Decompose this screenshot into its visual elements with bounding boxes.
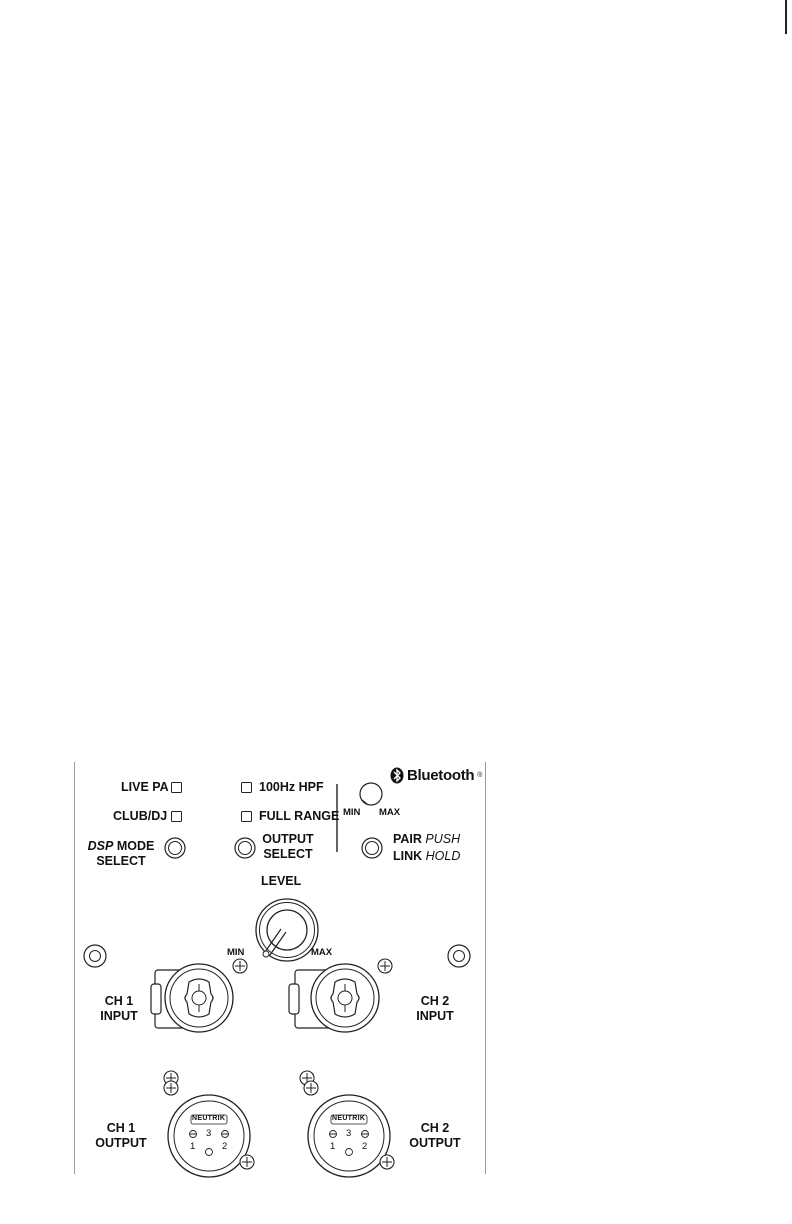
mounting-hole-left (84, 945, 106, 967)
ch1-neutrik-mark: NEUTRIK (192, 1115, 226, 1122)
link-hold-label (393, 849, 460, 864)
level-max-label: MAX (311, 947, 333, 958)
bluetooth-registered-mark: ® (477, 772, 483, 779)
ch1-output-label (89, 1121, 153, 1151)
ch1-pin-2: 2 (222, 1141, 228, 1152)
ch1-input-line1: CH 1 (104, 994, 134, 1008)
level-knob[interactable] (256, 899, 318, 961)
link-label: LINK (393, 849, 423, 863)
ch2-input-line1: CH 2 (420, 994, 450, 1008)
bluetooth-wordmark: Bluetooth (407, 767, 475, 784)
ch1-input-screw-top (233, 959, 247, 973)
bluetooth-volume-min-label: MIN (343, 807, 361, 818)
ch1-input-label (89, 994, 149, 1024)
ch1-pin-3: 3 (206, 1128, 212, 1139)
ch1-output-screw-top (164, 1081, 178, 1095)
ch2-input-line2: INPUT (416, 1009, 454, 1023)
output-select-line1: OUTPUT (262, 832, 314, 846)
ch1-pin-1: 1 (190, 1141, 196, 1152)
dsp-live-pa-led (171, 782, 182, 793)
pair-push-label (393, 832, 460, 847)
bluetooth-volume-max-label: MAX (379, 807, 401, 818)
output-select-button[interactable] (235, 838, 255, 858)
dsp-label-select: SELECT (96, 854, 146, 868)
bluetooth-logo (390, 767, 482, 784)
ch2-input-screw-top (378, 959, 392, 973)
push-label: PUSH (425, 832, 461, 846)
ch2-pin-3: 3 (346, 1128, 352, 1139)
ch1-output-line1: CH 1 (106, 1121, 136, 1135)
hpf-label: 100Hz HPF (259, 780, 324, 794)
bluetooth-volume-knob[interactable] (360, 783, 382, 805)
ch2-output-label (403, 1121, 467, 1151)
output-select-line2: SELECT (263, 847, 313, 861)
ch2-output-screw-top (304, 1081, 318, 1095)
full-range-label: FULL RANGE (259, 809, 340, 823)
pair-link-button[interactable] (362, 838, 382, 858)
ch2-combo-input-jack[interactable] (289, 964, 379, 1032)
ch2-output-line1: CH 2 (420, 1121, 450, 1135)
dsp-live-pa-label: LIVE PA (121, 780, 169, 794)
dsp-club-dj-led (171, 811, 182, 822)
mounting-hole-right (448, 945, 470, 967)
ch2-output-screw-bottom (380, 1155, 394, 1169)
page-edge-rule (785, 0, 787, 34)
dsp-club-dj-label: CLUB/DJ (113, 809, 168, 823)
ch2-pin-1: 1 (330, 1141, 336, 1152)
level-title: LEVEL (261, 874, 302, 888)
ch2-pin-2: 2 (362, 1141, 368, 1152)
output-select-label (260, 832, 316, 862)
ch1-input-line2: INPUT (100, 1009, 138, 1023)
rear-control-panel (74, 762, 486, 1174)
ch2-neutrik-mark: NEUTRIK (332, 1115, 366, 1122)
ch1-output-screw-bottom (240, 1155, 254, 1169)
full-range-led (241, 811, 252, 822)
level-min-label: MIN (227, 947, 245, 958)
ch1-output-line2: OUTPUT (95, 1136, 147, 1150)
ch2-output-line2: OUTPUT (409, 1136, 461, 1150)
dsp-mode-select-button[interactable] (165, 838, 185, 858)
dsp-label-mode: MODE (116, 839, 155, 853)
dsp-mode-select-label (81, 839, 161, 869)
hold-label: HOLD (425, 849, 461, 863)
bluetooth-icon (390, 767, 404, 784)
ch2-input-label (405, 994, 465, 1024)
ch1-combo-input-jack[interactable] (151, 964, 233, 1032)
hpf-led (241, 782, 252, 793)
dsp-label-prefix: DSP (87, 839, 114, 853)
pair-label: PAIR (393, 832, 422, 846)
